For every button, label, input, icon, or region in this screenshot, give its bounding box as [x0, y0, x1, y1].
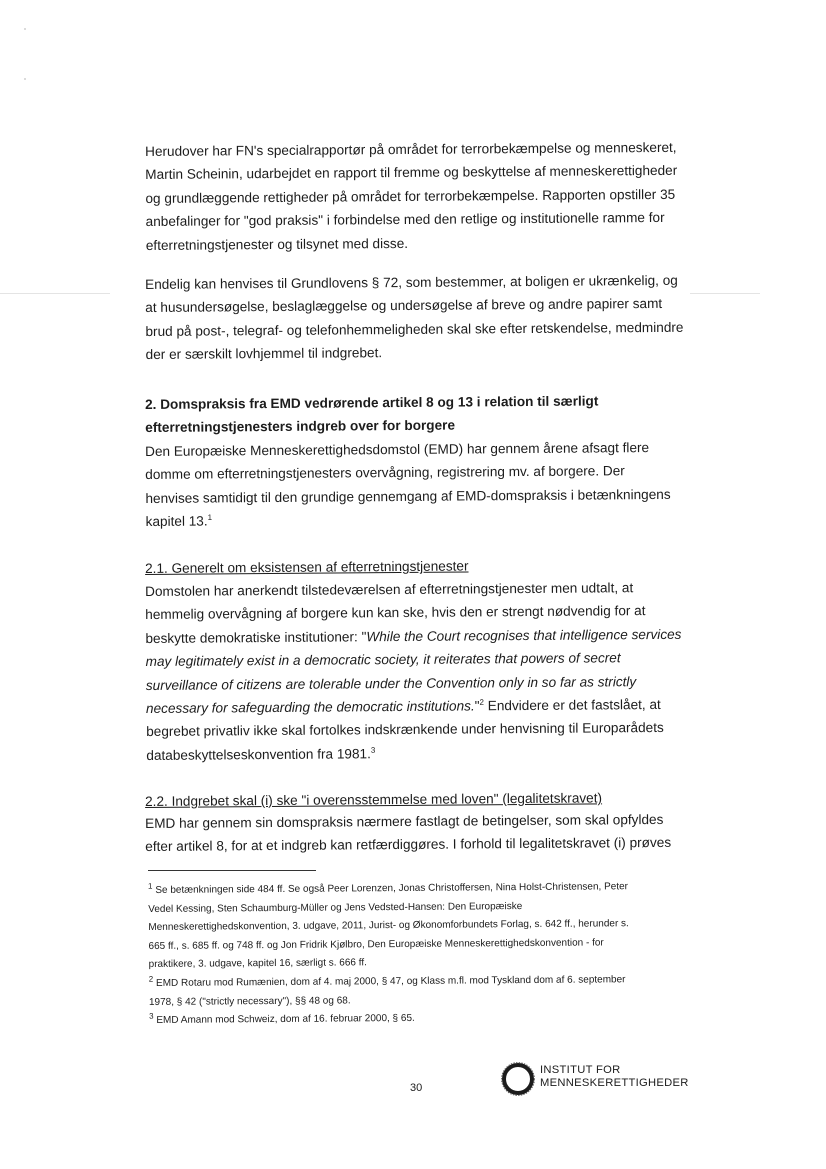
heading-line: efterretningstjenesters indgreb over for borgere: [145, 417, 456, 436]
text-fragment: ": [474, 698, 480, 714]
footnote-line: [149, 1008, 669, 1031]
footnote-marker: 1: [147, 881, 153, 891]
text-line: brud på post-, telegraf- og telefonhemmeligheden skal ske efter retskendelse, medmindre: [145, 319, 684, 339]
text-line: begrebet privatliv ikke skal fortolkes indskrænkende under henvisning til Europarådets: [146, 720, 664, 740]
text-line: anbefalinger for "god praksis" i forbindelse med den retlige og institutionelle ramme for: [145, 210, 665, 230]
text-line: efter artikel 8, for at et indgreb kan retfærdiggøres. I forhold til legalitetskravet (i) prøves: [145, 835, 672, 855]
text-fragment: EMD Rotaru mod Rumænien, dom af 4. maj 2000, § 47, og Klass m.fl. mod Tyskland dom af 6. september: [153, 974, 626, 989]
text-line: Endelig kan henvises til Grundlovens § 72, som bestemmer, at boligen er ukrænkelig, og: [145, 272, 678, 292]
institute-ring-logo-icon: [500, 1061, 536, 1097]
text-line: hemmelig overvågning af borgere kun kan ske, hvis den er strengt nødvendig for at: [145, 603, 646, 623]
text-fragment: EMD Amann mod Schweiz, dom af 16. februar 2000, § 65.: [153, 1013, 415, 1027]
section-2-2-heading: 2.2. Indgrebet skal (i) ske "i overensstemmelse med loven" (legalitetskravet): [145, 790, 603, 809]
footnotes: [148, 878, 669, 1031]
page-number: 30: [410, 1082, 423, 1094]
heading-line: 2. Domspraksis fra EMD vedrørende artikel 8 og 13 i relation til særligt: [145, 393, 599, 412]
footnote-separator: [148, 870, 316, 871]
text-line: [146, 740, 666, 767]
text-line: domme om efterretningstjenesters overvågning, registrering mv. af borgere. Der: [145, 463, 625, 483]
logo-line: MENNESKERETTIGHEDER: [540, 1077, 689, 1089]
section-2-body: [145, 436, 671, 534]
section-2-2-body: [145, 808, 672, 859]
court-quote: surveillance of citizens are tolerable under the Convention only in so far as strictly: [145, 673, 637, 693]
scan-speck: [24, 28, 26, 30]
footnote-line: 665 ff., s. 685 ff. og 748 ff. og Jon Fridrik Kjølbro, Den Europæiske Menneskerettighedskonvention - for: [148, 937, 604, 952]
footnote-ref: 3: [370, 745, 376, 755]
footnote-ref: 1: [207, 513, 213, 523]
text-line: EMD har gennem sin domspraksis nærmere fastlagt de betingelser, som skal opfyldes: [145, 811, 664, 831]
scan-artifact-line: [690, 293, 760, 294]
text-line: og grundlæggende rettigheder på området for terrorbekæmpelse. Rapporten opstiller 35: [145, 186, 676, 206]
text-fragment: kapitel 13.: [145, 513, 208, 530]
text-line: der er særskilt lovhjemmel til indgrebet.: [145, 345, 383, 363]
text-line: Herudover har FN's specialrapportør på området for terrorbekæmpelse og menneskeret,: [145, 139, 677, 159]
footnote-line: 1978, § 42 ("strictly necessary"), §§ 48 og 68.: [148, 994, 351, 1008]
court-quote: may legitimately exist in a democratic society, it reiterates that powers of secret: [145, 650, 621, 670]
scan-artifact-line: [0, 293, 110, 294]
section-2-heading: [145, 389, 665, 440]
section-2-1-body: [145, 576, 682, 767]
text-line: Den Europæiske Menneskerettighedsdomstol (EMD) har gennem årene afsagt flere: [145, 440, 650, 459]
text-fragment: Se betænkningen side 484 ff. Se også Peer Lorenzen, Jonas Christoffersen, Nina Holst-Christensen, Peter: [152, 881, 629, 896]
intro-paragraph: [145, 136, 678, 257]
footnote-line: Vedel Kessing, Sten Schaumburg-Müller og Jens Vedsted-Hansen: Den Europæiske: [148, 900, 523, 915]
logo-line: INSTITUT FOR: [540, 1064, 621, 1076]
court-quote: necessary for safeguarding the democratic institutions.: [145, 698, 475, 717]
section-2-1-heading: 2.1. Generelt om eksistensen af efterretningstjenester: [145, 558, 469, 576]
institute-logo-text: [540, 1064, 689, 1090]
text-fragment: databeskyttelseskonvention fra 1981.: [146, 746, 371, 763]
text-line: [146, 506, 666, 533]
grundlov-paragraph: [145, 269, 684, 367]
text-line: efterretningstjenester og tilsynet med disse.: [145, 235, 409, 253]
text-line: Martin Scheinin, udarbejdet en rapport til fremme og beskyttelse af menneskerettigheder: [145, 163, 678, 183]
footnote-marker: 2: [148, 974, 154, 984]
footnote-ref: 2: [479, 697, 484, 707]
text-line: Domstolen har anerkendt tilstedeværelsen af efterretningstjenester men udtalt, at: [145, 580, 634, 599]
text-fragment: beskytte demokratiske institutioner: ": [145, 629, 367, 646]
text-line: henvises samtidigt til den grundige gennemgang af EMD-domspraksis i betænkningens: [145, 486, 671, 506]
text-fragment: Endvidere er det fastslået, at: [483, 696, 661, 714]
text-line: at husundersøgelse, beslaglæggelse og undersøgelse af breve og andre papirer samt: [145, 296, 663, 316]
footnote-marker: 3: [149, 1011, 154, 1021]
footnote-line: Menneskerettighedskonvention, 3. udgave, 2011, Jurist- og Økonomforbundets Forlag, s. 642 ff., herunder s.: [148, 918, 629, 934]
footnote-line: praktikere, 3. udgave, kapitel 16, særligt s. 666 ff.: [148, 957, 367, 971]
scan-speck: [24, 78, 26, 80]
court-quote: While the Court recognises that intelligence services: [366, 626, 682, 645]
